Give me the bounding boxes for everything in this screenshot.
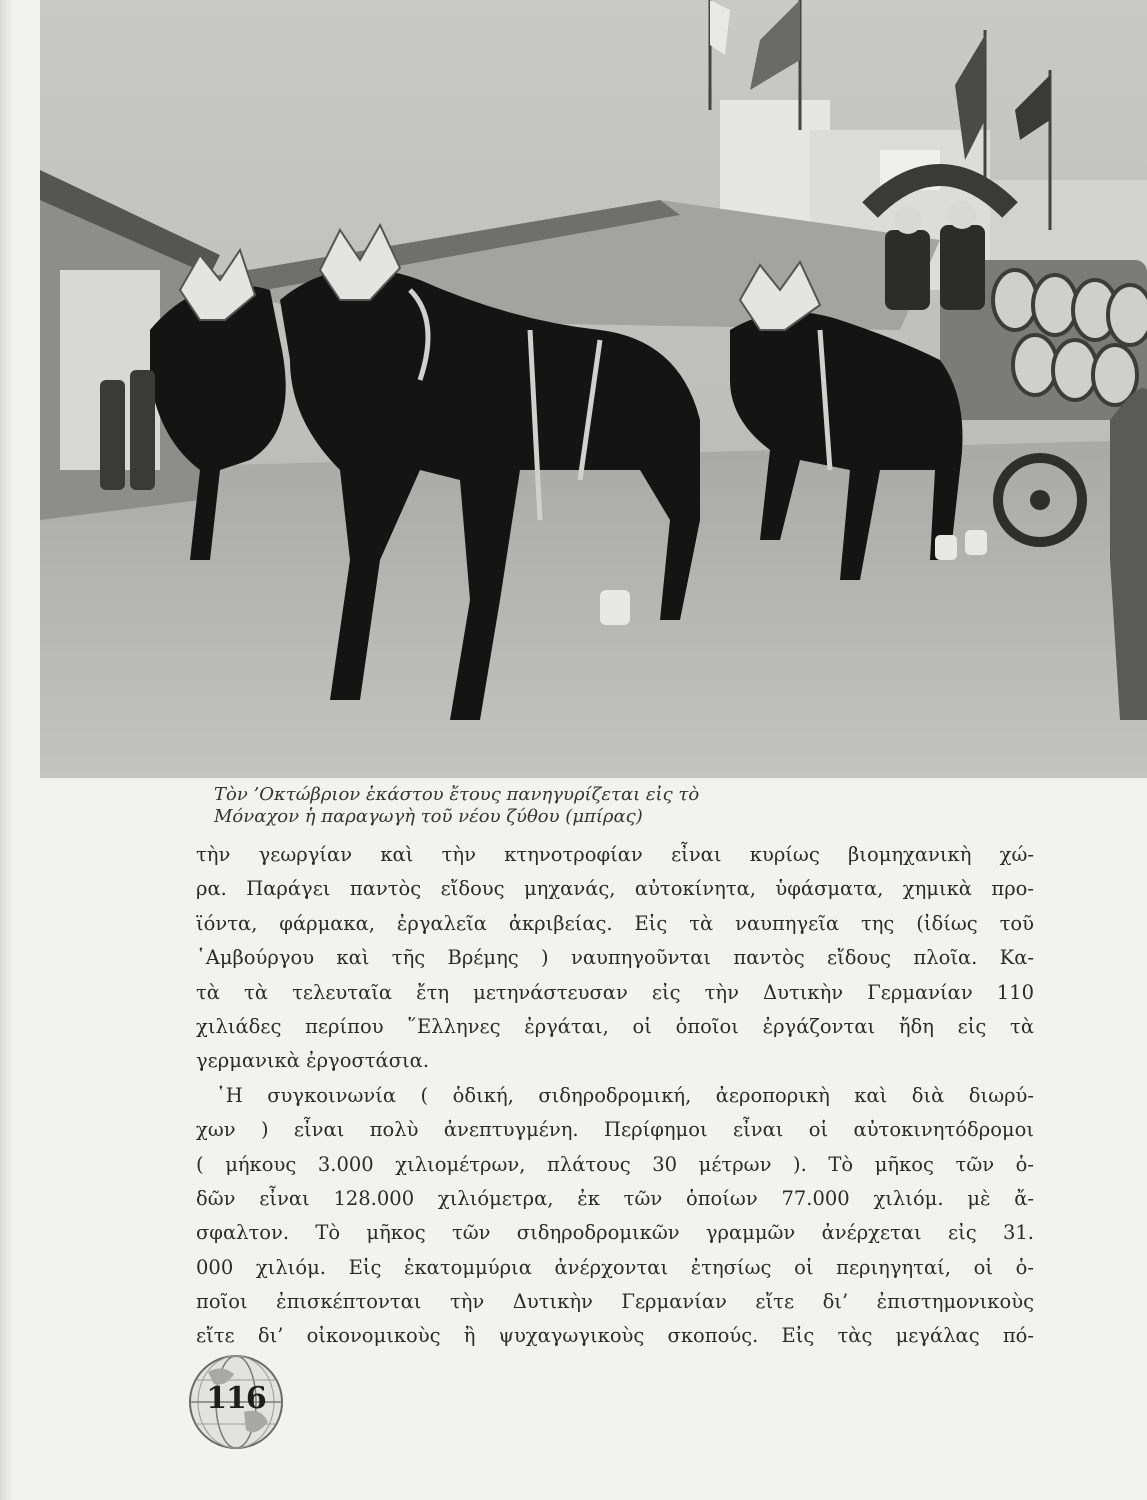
photograph	[40, 0, 1147, 778]
body-paragraphs	[196, 838, 1034, 1354]
text-line: ϊόντα, φάρμακα, ἐργαλεῖα ἀκριβείας. Εἰς τὰ ναυπηγεῖα της (ἰδίως τοῦ	[196, 911, 1034, 935]
text-line: εἴτε δι’ οἰκονομικοὺς ἢ ψυχαγωγικοὺς σκοπούς. Εἰς τὰς μεγάλας πό-	[196, 1324, 1034, 1348]
page-number: 116	[206, 1381, 266, 1416]
text-line: 000 χιλιόμ. Εἰς ἑκατομμύρια ἀνέρχονται ἐτησίως οἱ περιηγηταί, οἱ ὁ-	[196, 1255, 1034, 1279]
text-line: ῾Η συγκοινωνία ( ὁδική, σιδηροδρομική, ἀεροπορικὴ καὶ διὰ διωρύ-	[216, 1083, 1034, 1107]
caption-line: Τὸν ’Οκτώβριον ἑκάστου ἔτους πανηγυρίζεται εἰς τὸ	[214, 784, 700, 805]
text-line: δῶν εἶναι 128.000 χιλιόμετρα, ἐκ τῶν ὁποίων 77.000 χιλιόμ. μὲ ἄ-	[196, 1186, 1034, 1210]
text-line: ( μήκους 3.000 χιλιομέτρων, πλάτους 30 μέτρων ). Τὸ μῆκος τῶν ὁ-	[196, 1152, 1034, 1176]
photo-caption	[214, 784, 814, 828]
text-line: τὰ τὰ τελευταῖα ἔτη μετηνάστευσαν εἰς τὴν Δυτικὴν Γερμανίαν 110	[196, 980, 1034, 1004]
text-line: χιλιάδες περίπου ῞Ελληνες ἐργάται, οἱ ὁποῖοι ἐργάζονται ἤδη εἰς τὰ	[196, 1014, 1034, 1038]
text-line: σφαλτον. Τὸ μῆκος τῶν σιδηροδρομικῶν γραμμῶν ἀνέρχεται εἰς 31.	[196, 1221, 1034, 1245]
text-line: γερμανικὰ ἐργοστάσια.	[196, 1049, 430, 1073]
page-edge	[0, 0, 14, 1500]
text-line: ῾Αμβούργου καὶ τῆς Βρέμης ) ναυπηγοῦνται παντὸς εἴδους πλοῖα. Κα-	[196, 946, 1034, 970]
text-line: ποῖοι ἐπισκέπτονται τὴν Δυτικὴν Γερμανίαν εἴτε δι’ ἐπιστημονικοὺς	[196, 1290, 1034, 1314]
text-line: τὴν γεωργίαν καὶ τὴν κτηνοτροφίαν εἶναι κυρίως βιομηχανικὴ χώ-	[196, 843, 1034, 866]
text-line: ρα. Παράγει παντὸς εἴδους μηχανάς, αὐτοκίνητα, ὑφάσματα, χημικὰ προ-	[196, 877, 1034, 901]
horse-wagon-photo	[40, 0, 1147, 778]
text-line: χων ) εἶναι πολὺ ἀνεπτυγμένη. Περίφημοι εἶναι οἱ αὐτοκινητόδρομοι	[196, 1118, 1034, 1142]
caption-line: Μόναχον ἡ παραγωγὴ τοῦ νέου ζύθου (μπίρας)	[214, 806, 643, 827]
